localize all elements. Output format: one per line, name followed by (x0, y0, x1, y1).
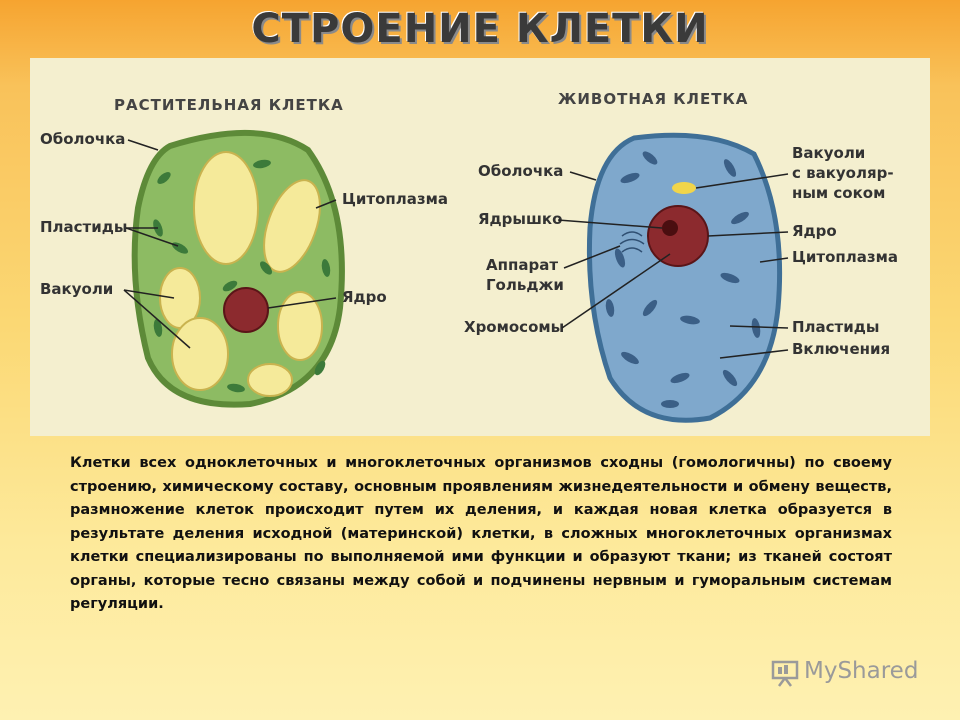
plant-nucleus (224, 288, 268, 332)
animal-label-vacuoles-3: ным соком (792, 184, 886, 202)
slide-title: СТРОЕНИЕ КЛЕТКИ (251, 6, 709, 52)
plant-vacuole (172, 318, 228, 390)
plant-label-nucleus: Ядро (342, 288, 387, 306)
animal-label-inclusions: Включения (792, 340, 891, 358)
animal-label-nucleolus: Ядрышко (478, 210, 563, 228)
description-paragraph: Клетки всех одноклеточных и многоклеточных организмов сходны (гомологичны) по своему строению, химическому составу, основным проявлениям жизнедеятельности и обмену веществ, размножение клеток происходит путем их деления, и каждая новая клетка образуется в результате деления исходной (материнской) клетки, в сложных многоклеточных организмах клетки специализированы по выполняемой ими функции и образуют ткани; из тканей состоят органы, которые тесно связаны между собой и подчинены нервным и гуморальным системам регуляции. (70, 455, 892, 612)
plant-label-plastids: Пластиды (40, 218, 128, 236)
leader-line (128, 140, 158, 150)
plant-vacuole (194, 152, 258, 264)
animal-cell-header: ЖИВОТНАЯ КЛЕТКА (558, 90, 749, 108)
plant-label-cytoplasm: Цитоплазма (342, 190, 448, 208)
cell-diagram-svg (30, 58, 930, 436)
animal-label-golgi-1: Аппарат (486, 256, 559, 274)
animal-label-membrane: Оболочка (478, 162, 564, 180)
organelle (661, 400, 679, 408)
presentation-board-icon (770, 658, 800, 688)
logo-text: MyShared (804, 658, 919, 684)
animal-label-vacuoles-2: с вакуоляр- (792, 164, 894, 182)
animal-nucleolus (662, 220, 678, 236)
animal-label-nucleus: Ядро (792, 222, 837, 240)
vacuole-with-sap (672, 182, 696, 194)
plant-vacuole (248, 364, 292, 396)
plant-label-vacuoles: Вакуоли (40, 280, 114, 298)
plant-vacuole (278, 292, 322, 360)
animal-cell (589, 135, 779, 420)
animal-label-vacuoles-1: Вакуоли (792, 144, 866, 162)
plant-cell-header: РАСТИТЕЛЬНАЯ КЛЕТКА (114, 96, 344, 114)
myshared-logo (770, 656, 930, 690)
animal-label-cytoplasm: Цитоплазма (792, 248, 898, 266)
animal-nucleus (648, 206, 708, 266)
animal-label-chromosomes: Хромосомы (464, 318, 565, 336)
animal-label-golgi-2: Гольджи (486, 276, 564, 294)
cell-diagram (30, 58, 930, 436)
plant-label-membrane: Оболочка (40, 130, 126, 148)
leader-line (570, 172, 596, 180)
plant-cell (135, 133, 342, 405)
animal-label-plastids: Пластиды (792, 318, 880, 336)
